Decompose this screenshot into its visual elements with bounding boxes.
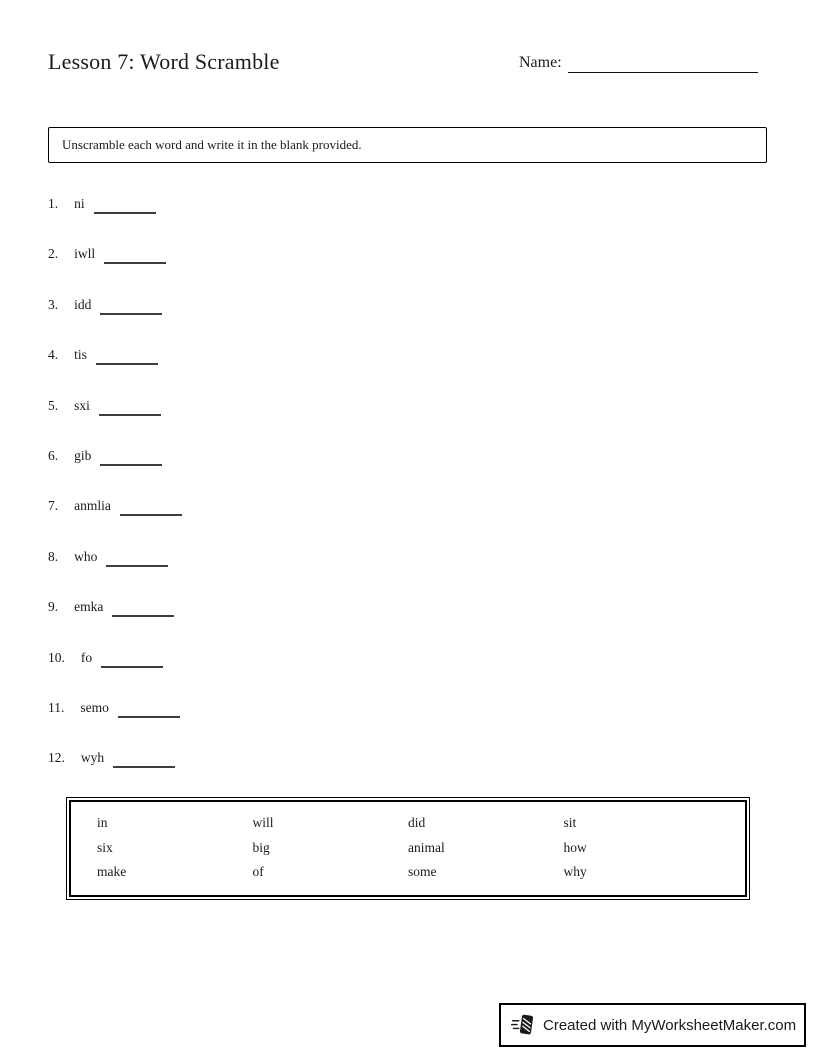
scramble-item bbox=[48, 750, 182, 800]
item-number: 3. bbox=[48, 296, 59, 312]
scramble-item bbox=[48, 448, 182, 498]
scramble-item bbox=[48, 650, 182, 700]
item-number: 4. bbox=[48, 347, 59, 363]
credit-text: Created with MyWorksheetMaker.com bbox=[543, 1016, 797, 1034]
item-number: 1. bbox=[48, 196, 59, 211]
item-number: 8. bbox=[48, 548, 59, 564]
word-bank-word: why bbox=[563, 864, 587, 879]
word-bank-word: make bbox=[97, 864, 127, 879]
scramble-item bbox=[48, 196, 182, 246]
answer-blank[interactable] bbox=[101, 666, 163, 668]
word-bank-grid bbox=[69, 800, 747, 897]
answer-blank[interactable] bbox=[94, 212, 156, 214]
item-number: 9. bbox=[48, 599, 59, 615]
item-number: 2. bbox=[48, 246, 59, 262]
answer-blank[interactable] bbox=[99, 414, 161, 416]
word-bank-word: some bbox=[408, 864, 437, 879]
word-bank-word: did bbox=[408, 815, 426, 830]
name-area bbox=[519, 52, 758, 72]
scramble-list bbox=[48, 196, 182, 801]
scrambled-word: fo bbox=[80, 649, 93, 665]
item-number: 6. bbox=[48, 447, 59, 463]
answer-blank[interactable] bbox=[113, 766, 175, 768]
credit-box bbox=[499, 1003, 806, 1047]
scrambled-word: idd bbox=[74, 296, 92, 312]
item-number: 7. bbox=[48, 498, 59, 514]
scramble-item bbox=[48, 398, 182, 448]
answer-blank[interactable] bbox=[100, 464, 162, 466]
scrambled-word: wyh bbox=[80, 750, 105, 766]
answer-blank[interactable] bbox=[100, 313, 162, 315]
scrambled-word: gib bbox=[74, 447, 92, 463]
answer-blank[interactable] bbox=[120, 514, 182, 516]
worksheetmaker-logo-icon bbox=[511, 1012, 535, 1038]
scrambled-word: semo bbox=[80, 699, 109, 715]
scrambled-word: tis bbox=[74, 347, 87, 363]
word-bank-word: animal bbox=[408, 839, 445, 855]
scramble-item bbox=[48, 246, 182, 296]
item-number: 10. bbox=[48, 649, 65, 665]
scrambled-word: who bbox=[74, 548, 98, 564]
name-label: Name: bbox=[519, 54, 562, 71]
word-bank-word: big bbox=[252, 839, 270, 855]
scrambled-word: iwll bbox=[74, 246, 96, 262]
scrambled-word: anmlia bbox=[74, 498, 111, 514]
word-bank-word: in bbox=[97, 815, 108, 830]
word-bank-box bbox=[66, 797, 750, 900]
scrambled-word: sxi bbox=[74, 397, 90, 413]
word-bank-word: six bbox=[97, 839, 113, 855]
item-number: 5. bbox=[48, 397, 59, 413]
scramble-item bbox=[48, 347, 182, 397]
answer-blank[interactable] bbox=[96, 363, 158, 365]
answer-blank[interactable] bbox=[106, 565, 168, 567]
scramble-item bbox=[48, 297, 182, 347]
page-title: Lesson 7: Word Scramble bbox=[48, 49, 280, 74]
instructions-box bbox=[48, 127, 767, 163]
word-bank-word: of bbox=[252, 864, 264, 879]
scrambled-word: ni bbox=[74, 196, 85, 211]
scramble-item bbox=[48, 599, 182, 649]
scramble-item bbox=[48, 498, 182, 548]
answer-blank[interactable] bbox=[112, 615, 174, 617]
word-bank-word: will bbox=[252, 815, 274, 830]
answer-blank[interactable] bbox=[118, 716, 180, 718]
instructions-text: Unscramble each word and write it in the blank provided. bbox=[62, 137, 362, 152]
word-bank-word: how bbox=[563, 839, 587, 855]
scramble-item bbox=[48, 700, 182, 750]
item-number: 12. bbox=[48, 750, 65, 766]
word-bank-word: sit bbox=[563, 815, 577, 830]
answer-blank[interactable] bbox=[104, 262, 166, 264]
scrambled-word: emka bbox=[74, 599, 104, 615]
scramble-item bbox=[48, 549, 182, 599]
item-number: 11. bbox=[48, 699, 65, 715]
name-blank[interactable] bbox=[568, 58, 758, 73]
